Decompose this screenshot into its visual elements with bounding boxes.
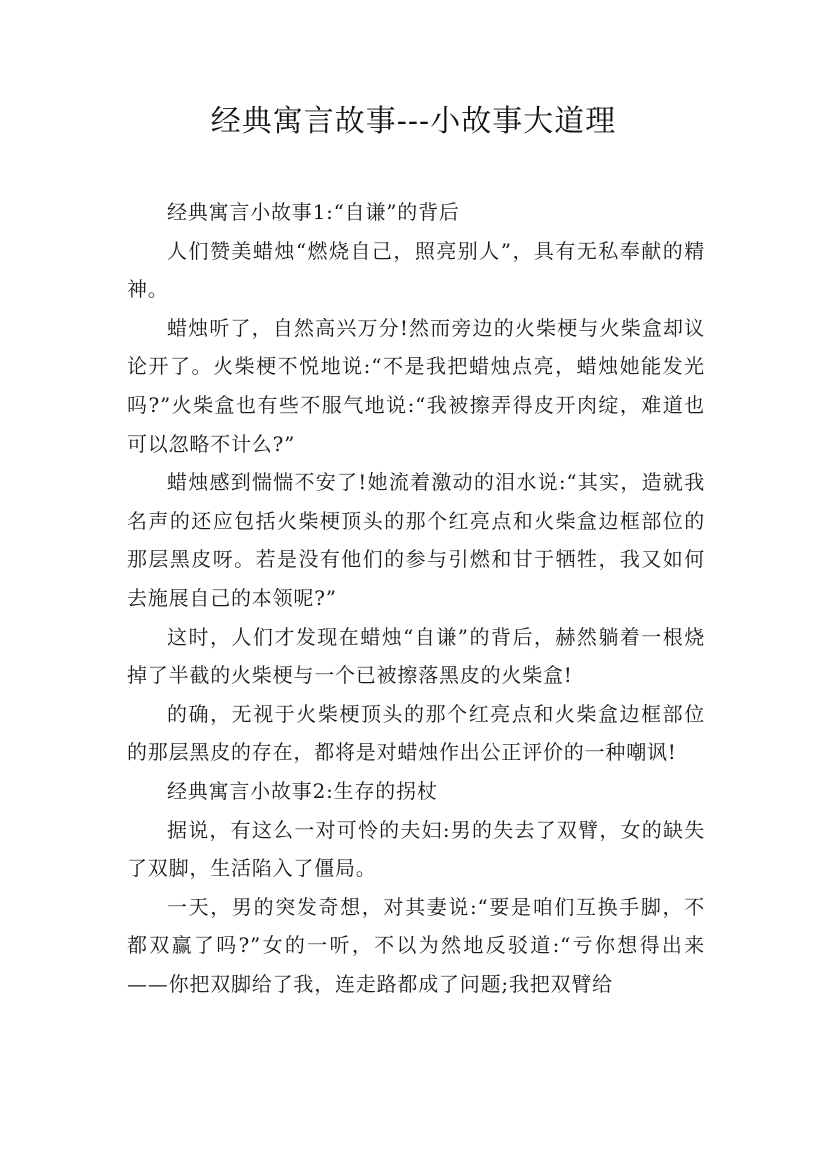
document-title: 经典寓言故事---小故事大道理: [210, 104, 617, 139]
paragraph: 蜡烛听了，自然高兴万分!然而旁边的火柴梗与火柴盒却议论开了。火柴梗不悦地说:“不是我把蜡烛点亮，蜡烛她能发光吗?”火柴盒也有些不服气地说:“我被擦弄得皮开肉绽，难道也可以忽略不计么?”: [127, 315, 705, 456]
paragraph: 据说，有这么一对可怜的夫妇:男的失去了双臂，女的缺失了双脚，生活陷入了僵局。: [127, 817, 705, 881]
story-heading-2: 经典寓言小故事2:生存的拐杖: [167, 778, 438, 803]
paragraph: 蜡烛感到惴惴不安了!她流着激动的泪水说:“其实，造就我名声的还应包括火柴梗顶头的那个红亮点和火柴盒边框部位的那层黑皮呀。若是没有他们的参与引燃和甘于牺牲，我又如何去施展自己的本领呢?”: [127, 470, 705, 610]
document-body: [127, 193, 705, 1003]
story-heading-1: 经典寓言小故事1:“自谦”的背后: [167, 200, 460, 224]
paragraph: 的确，无视于火柴梗顶头的那个红亮点和火柴盒边框部位的那层黑皮的存在，都将是对蜡烛作出公正评价的一种嘲讽!: [127, 701, 705, 765]
paragraph: 一天，男的突发奇想，对其妻说:“要是咱们互换手脚，不都双赢了吗?”女的一听，不以为然地反驳道:“亏你想得出来——你把双脚给了我，连走路都成了问题;我把双臂给: [127, 894, 705, 996]
paragraph: 这时，人们才发现在蜡烛“自谦”的背后，赫然躺着一根烧掉了半截的火柴梗与一个已被擦落黑皮的火柴盒!: [127, 624, 705, 688]
paragraph: 人们赞美蜡烛“燃烧自己，照亮别人”，具有无私奉献的精神。: [127, 238, 705, 302]
